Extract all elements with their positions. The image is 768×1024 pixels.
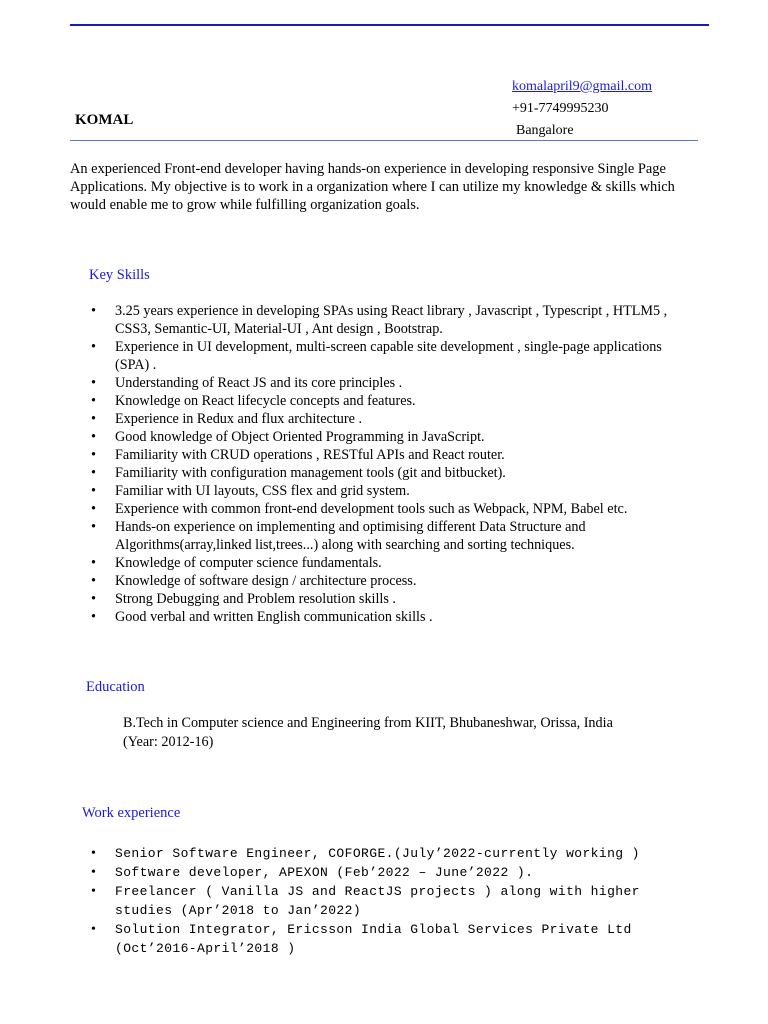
skill-item	[91, 482, 685, 500]
skill-item-text: Experience in UI development, multi-screen capable site development , single-page applications (SPA) .	[115, 339, 662, 373]
work-item-text: Senior Software Engineer, COFORGE.(July’2022-currently working )	[115, 846, 640, 861]
top-divider	[70, 24, 709, 26]
skill-item	[91, 302, 685, 338]
bullet-icon: •	[91, 393, 96, 409]
bullet-icon: •	[91, 411, 96, 427]
education-year: (Year: 2012-16)	[123, 734, 214, 750]
skill-item-text: Familiar with UI layouts, CSS flex and grid system.	[115, 483, 410, 499]
bullet-icon: •	[91, 922, 97, 937]
bullet-icon: •	[91, 884, 97, 899]
work-item-text: Freelancer ( Vanilla JS and ReactJS projects ) along with higher studies (Apr’2018 to Jan’2022)	[115, 884, 640, 918]
skill-item	[91, 518, 685, 554]
bullet-icon: •	[91, 555, 96, 571]
skill-item-text: Experience in Redux and flux architecture .	[115, 411, 362, 427]
skill-item	[91, 590, 685, 608]
work-experience-list	[91, 844, 675, 958]
work-item	[91, 863, 675, 882]
skill-item	[91, 392, 685, 410]
skill-item	[91, 500, 685, 518]
work-item	[91, 844, 675, 863]
skill-item-text: Knowledge of software design / architecture process.	[115, 573, 417, 589]
skill-item	[91, 428, 685, 446]
skill-item-text: Good knowledge of Object Oriented Programming in JavaScript.	[115, 429, 485, 445]
skill-item-text: Hands-on experience on implementing and optimising different Data Structure and Algorithms(array,linked list,trees...) along with searching and sorting techniques.	[115, 519, 586, 553]
skill-item-text: Experience with common front-end development tools such as Webpack, NPM, Babel etc.	[115, 501, 628, 517]
header-divider	[70, 140, 698, 141]
skill-item-text: Strong Debugging and Problem resolution skills .	[115, 591, 396, 607]
bullet-icon: •	[91, 573, 96, 589]
bullet-icon: •	[91, 519, 96, 535]
bullet-icon: •	[91, 865, 97, 880]
email-link[interactable]: komalapril9@gmail.com	[512, 79, 653, 94]
skill-item	[91, 572, 685, 590]
contact-block	[512, 76, 652, 142]
education-heading: Education	[86, 679, 145, 695]
bullet-icon: •	[91, 429, 96, 445]
skill-item	[91, 608, 685, 626]
phone-number: +91-7749995230	[512, 101, 609, 116]
bullet-icon: •	[91, 447, 96, 463]
skill-item-text: Knowledge of computer science fundamentals.	[115, 555, 382, 571]
skill-item-text: 3.25 years experience in developing SPAs using React library , Javascript , Typescript , HTLM5 , CSS3, Semantic-UI, Material-UI , Ant design , Bootstrap.	[115, 303, 668, 337]
skill-item-text: Understanding of React JS and its core principles .	[115, 375, 403, 391]
education-entry	[123, 714, 683, 752]
bullet-icon: •	[91, 483, 96, 499]
bullet-icon: •	[91, 846, 97, 861]
skill-item	[91, 374, 685, 392]
skill-item	[91, 446, 685, 464]
work-experience-heading: Work experience	[82, 805, 181, 821]
key-skills-heading: Key Skills	[89, 267, 150, 283]
skill-item	[91, 410, 685, 428]
location: Bangalore	[516, 123, 574, 138]
skill-item	[91, 554, 685, 572]
summary-paragraph: An experienced Front-end developer having hands-on experience in developing responsive Single Page Applications. My objective is to work in a organization where I can utilize my knowledge & skills which would enable me to grow while fulfilling organization goals.	[70, 161, 675, 213]
skill-item-text: Knowledge on React lifecycle concepts and features.	[115, 393, 416, 409]
skill-item-text: Familiarity with CRUD operations , RESTful APIs and React router.	[115, 447, 505, 463]
education-degree: B.Tech in Computer science and Engineering from KIIT, Bhubaneshwar, Orissa, India	[123, 715, 613, 731]
skill-item	[91, 338, 685, 374]
skill-item-text: Good verbal and written English communication skills .	[115, 609, 433, 625]
work-item	[91, 920, 675, 958]
bullet-icon: •	[91, 303, 96, 319]
work-item-text: Solution Integrator, Ericsson India Global Services Private Ltd (Oct’2016-April’2018 )	[115, 922, 632, 956]
work-item	[91, 882, 675, 920]
skill-item-text: Familiarity with configuration management tools (git and bitbucket).	[115, 465, 506, 481]
skill-item	[91, 464, 685, 482]
bullet-icon: •	[91, 375, 96, 391]
work-item-text: Software developer, APEXON (Feb’2022 – June’2022 ).	[115, 865, 534, 880]
candidate-name: KOMAL	[75, 112, 134, 128]
bullet-icon: •	[91, 609, 96, 625]
key-skills-list	[91, 302, 685, 626]
bullet-icon: •	[91, 501, 96, 517]
bullet-icon: •	[91, 591, 96, 607]
bullet-icon: •	[91, 465, 96, 481]
bullet-icon: •	[91, 339, 96, 355]
